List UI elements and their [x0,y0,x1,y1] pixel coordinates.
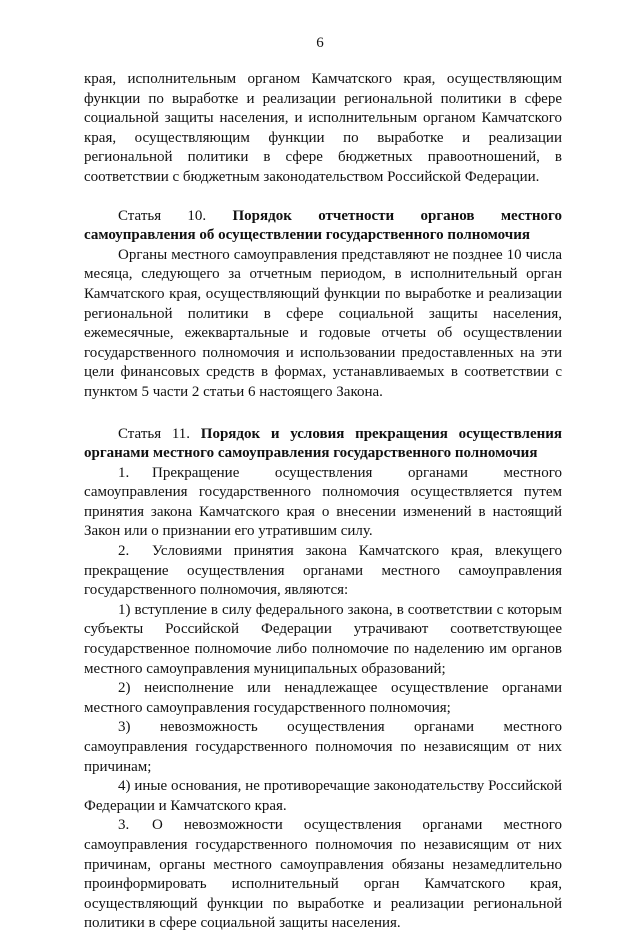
article-10-title: Порядок отчетности органов местного самоуправления об осуществлении государственного полномочия [84,207,562,244]
article-11-label: Статья 11. [118,425,191,442]
article-10-body: Органы местного самоуправления представляют не позднее 10 числа месяца, следующего за отчетным периодом, в исполнительный орган Камчатского края, осуществляющий функции по выработке и реализации региональной политики в сфере социальной защиты населения, ежемесячные, ежеквартальные и годовые отчеты об осуществлении государственного полномочия и использовании предоставленных на эти цели финансовых средств в формах, устанавливаемых в соответствии с пунктом 5 части 2 статьи 6 настоящего Закона. [84,246,562,400]
article-10-label: Статья 10. [118,207,207,224]
part-3-number: 3. [118,817,130,834]
article-11-part-3 [84,816,562,934]
document-body [84,70,562,934]
part-2-text: Условиями принятия закона Камчатского края, влекущего прекращение осуществления органами местного самоуправления государственного полномочия, являются: [84,543,562,599]
page-number: 6 [316,35,324,51]
part-1-text: Прекращение осуществления органами местного самоуправления государственного полномочия осуществляется путем принятия закона Камчатского края о внесении изменений в настоящий Закон или о признании его утратившим силу. [84,464,562,540]
article-11-part-1 [84,464,562,542]
list-item-1: 1) вступление в силу федерального закона, в соответствии с которым субъекты Российской Федерации утрачивают соответствующее государственное полномочие либо полномочие по наделению им органов местного самоуправления муниципальных образований; [84,601,562,677]
part-3-text: О невозможности осуществления органами местного самоуправления государственного полномочия по независящим от них причинам, органы местного самоуправления обязаны незамедлительно проинформировать исполнительный орган Камчатского края, осуществляющий функции по выработке и реализации региональной политики в сфере социальной защиты населения. [84,817,562,932]
article-11-heading [84,425,562,464]
article-10-heading [84,207,562,246]
article-11-part-2 [84,542,562,601]
part-2-number: 2. [118,543,130,560]
list-item-2: 2) неисполнение или ненадлежащее осуществление органами местного самоуправления государственного полномочия; [84,680,562,716]
article-11-title: Порядок и условия прекращения осуществления органами местного самоуправления государственного полномочия [84,425,563,462]
part-1-number: 1. [118,464,130,481]
list-item-4: 4) иные основания, не противоречащие законодательству Российской Федерации и Камчатского края. [84,778,562,814]
list-item-3: 3) невозможность осуществления органами местного самоуправления государственного полномочия по независящим от них причинам; [84,719,562,775]
intro-paragraph: края, исполнительным органом Камчатского края, осуществляющим функции по выработке и реализации региональной политики в сфере социальной защиты населения, и исполнительным органом Камчатского края, осуществляющим функции по выработке и реализации региональной политики в сфере бюджетных правоотношений, в соответствии с бюджетным законодательством Российской Федерации. [84,71,562,185]
